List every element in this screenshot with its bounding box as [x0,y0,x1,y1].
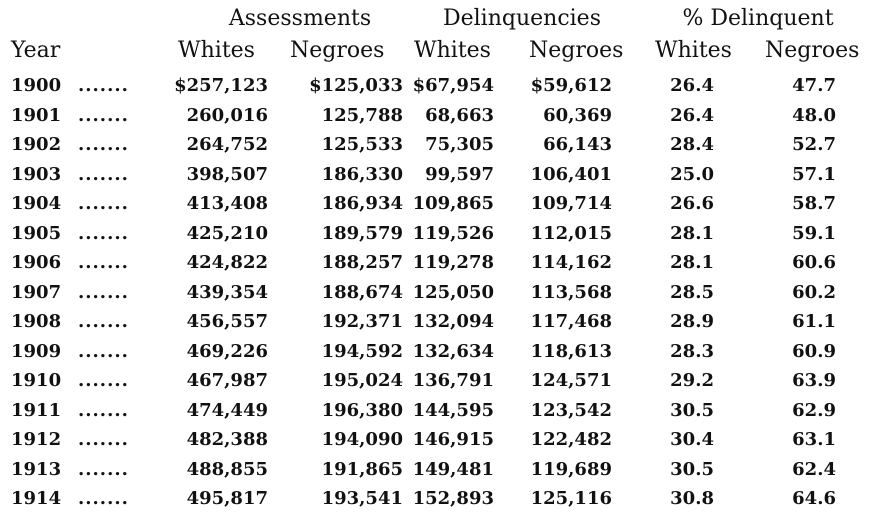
year-cell: 1914 [11,488,62,509]
delinquencies-whites-cell: 119,278 [412,252,494,273]
pct-negroes-cell: 48.0 [792,104,836,126]
delinquencies-negroes-cell: 117,468 [530,311,612,332]
pct-whites-cell: 30.4 [670,429,714,450]
pct-negroes-cell: 64.6 [792,488,836,509]
pct-whites-cell: 26.4 [670,75,714,96]
pct-negroes-cell: 57.1 [792,163,836,185]
pct-negroes-cell: 62.4 [792,458,836,480]
year-cell: 1906 [11,252,62,273]
delinquencies-whites-cell: 149,481 [412,458,494,480]
assessments-whites-cell: 467,987 [186,370,268,391]
assessments-whites-cell: 425,210 [186,222,268,244]
pct-negroes-cell: 60.9 [792,340,836,362]
year-cell: 1905 [11,222,62,244]
assessments-whites-cell: 474,449 [186,399,268,421]
column-header-delinquencies-whites: Whites [414,38,491,63]
dot-leader: ....... [78,370,129,391]
table-row [0,338,872,368]
assessments-negroes-cell: 194,592 [321,340,403,362]
assessments-negroes-cell: 186,934 [321,193,403,214]
column-header-row [0,38,872,68]
assessments-negroes-cell: 193,541 [321,488,403,509]
assessments-whites-cell: 260,016 [186,104,268,126]
year-cell: 1902 [11,134,62,155]
pct-negroes-cell: 58.7 [792,193,836,214]
delinquencies-negroes-cell: 60,369 [543,104,612,126]
pct-whites-cell: 28.4 [670,134,714,155]
column-header-assessments-negroes: Negroes [290,38,385,63]
pct-whites-cell: 26.6 [670,193,714,214]
delinquencies-whites-cell: 109,865 [412,193,494,214]
dot-leader: ....... [78,75,129,96]
assessments-negroes-cell: 191,865 [321,458,403,480]
pct-whites-cell: 26.4 [670,104,714,126]
assessments-whites-cell: 495,817 [186,488,268,509]
table-row [0,161,872,191]
year-cell: 1903 [11,163,62,185]
delinquencies-negroes-cell: 122,482 [530,429,612,450]
assessments-whites-cell: 456,557 [186,311,268,332]
pct-negroes-cell: 47.7 [792,75,836,96]
pct-whites-cell: 30.5 [670,399,714,421]
pct-whites-cell: 29.2 [670,370,714,391]
pct-negroes-cell: 60.6 [792,252,836,273]
dot-leader: ....... [78,458,129,480]
dot-leader: ....... [78,488,129,509]
assessments-negroes-cell: $125,033 [309,75,403,96]
pct-whites-cell: 28.1 [670,252,714,273]
assessments-whites-cell: 264,752 [186,134,268,155]
delinquencies-negroes-cell: 113,568 [530,281,612,303]
table-row [0,220,872,250]
table-row [0,456,872,486]
delinquencies-whites-cell: 144,595 [412,399,494,421]
delinquencies-negroes-cell: 124,571 [530,370,612,391]
group-header-row [0,6,872,36]
group-header-delinquencies: Delinquencies [442,6,601,31]
assessments-negroes-cell: 189,579 [321,222,403,244]
delinquencies-negroes-cell: 118,613 [530,340,612,362]
table-row [0,397,872,427]
pct-negroes-cell: 62.9 [792,399,836,421]
table-row [0,367,872,397]
dot-leader: ....... [78,340,129,362]
delinquencies-whites-cell: 152,893 [412,488,494,509]
table-row [0,426,872,456]
pct-negroes-cell: 59.1 [792,222,836,244]
assessments-whites-cell: 398,507 [186,163,268,185]
dot-leader: ....... [78,222,129,244]
column-header-pct-negroes: Negroes [765,38,860,63]
assessments-whites-cell: $257,123 [174,75,268,96]
year-cell: 1912 [11,429,62,450]
pct-whites-cell: 28.3 [670,340,714,362]
assessments-whites-cell: 424,822 [186,252,268,273]
assessments-whites-cell: 439,354 [186,281,268,303]
assessments-negroes-cell: 125,788 [321,104,403,126]
dot-leader: ....... [78,311,129,332]
assessments-whites-cell: 469,226 [186,340,268,362]
year-cell: 1901 [11,104,62,126]
column-header-pct-whites: Whites [655,38,732,63]
assessments-negroes-cell: 196,380 [321,399,403,421]
dot-leader: ....... [78,252,129,273]
delinquencies-negroes-cell: 119,689 [530,458,612,480]
assessments-whites-cell: 482,388 [186,429,268,450]
delinquencies-whites-cell: 146,915 [412,429,494,450]
table-row [0,190,872,220]
pct-negroes-cell: 52.7 [792,134,836,155]
table-row [0,279,872,309]
delinquencies-negroes-cell: 66,143 [543,134,612,155]
assessments-negroes-cell: 194,090 [321,429,403,450]
delinquencies-whites-cell: 136,791 [412,370,494,391]
dot-leader: ....... [78,163,129,185]
assessments-negroes-cell: 195,024 [321,370,403,391]
year-cell: 1909 [11,340,62,362]
column-header-year: Year [11,38,61,63]
year-cell: 1913 [11,458,62,480]
pct-whites-cell: 30.8 [670,488,714,509]
year-cell: 1908 [11,311,62,332]
delinquencies-negroes-cell: 109,714 [530,193,612,214]
delinquencies-whites-cell: 68,663 [425,104,494,126]
dot-leader: ....... [78,193,129,214]
assessments-negroes-cell: 186,330 [321,163,403,185]
year-cell: 1900 [11,75,62,96]
dot-leader: ....... [78,399,129,421]
assessments-whites-cell: 488,855 [186,458,268,480]
year-cell: 1907 [11,281,62,303]
dot-leader: ....... [78,104,129,126]
year-cell: 1911 [11,399,62,421]
pct-negroes-cell: 63.1 [792,429,836,450]
pct-whites-cell: 28.5 [670,281,714,303]
table-row [0,308,872,338]
assessments-negroes-cell: 188,674 [321,281,403,303]
pct-negroes-cell: 63.9 [792,370,836,391]
year-cell: 1910 [11,370,62,391]
delinquencies-negroes-cell: $59,612 [530,75,612,96]
delinquencies-negroes-cell: 125,116 [530,488,612,509]
delinquencies-whites-cell: 119,526 [412,222,494,244]
pct-whites-cell: 28.9 [670,311,714,332]
table-row [0,72,872,102]
delinquencies-negroes-cell: 123,542 [530,399,612,421]
table-row [0,485,872,515]
group-header-assessments: Assessments [228,6,372,31]
pct-whites-cell: 28.1 [670,222,714,244]
delinquencies-whites-cell: 132,094 [412,311,494,332]
dot-leader: ....... [78,281,129,303]
dot-leader: ....... [78,429,129,450]
column-header-assessments-whites: Whites [178,38,255,63]
delinquencies-negroes-cell: 114,162 [530,252,612,273]
delinquencies-whites-cell: 99,597 [425,163,494,185]
table-row [0,131,872,161]
delinquencies-whites-cell: $67,954 [412,75,494,96]
column-header-delinquencies-negroes: Negroes [529,38,624,63]
pct-whites-cell: 30.5 [670,458,714,480]
delinquencies-whites-cell: 125,050 [412,281,494,303]
year-cell: 1904 [11,193,62,214]
delinquencies-negroes-cell: 106,401 [530,163,612,185]
pct-negroes-cell: 60.2 [792,281,836,303]
assessments-whites-cell: 413,408 [186,193,268,214]
assessments-negroes-cell: 192,371 [321,311,403,332]
assessments-negroes-cell: 125,533 [321,134,403,155]
assessments-negroes-cell: 188,257 [321,252,403,273]
pct-whites-cell: 25.0 [670,163,714,185]
table-body [0,72,872,515]
delinquencies-whites-cell: 75,305 [425,134,494,155]
dot-leader: ....... [78,134,129,155]
table-row [0,249,872,279]
pct-negroes-cell: 61.1 [792,311,836,332]
delinquencies-negroes-cell: 112,015 [530,222,612,244]
delinquencies-whites-cell: 132,634 [412,340,494,362]
table-row [0,102,872,132]
group-header-pct-delinquent: % Delinquent [682,6,834,31]
